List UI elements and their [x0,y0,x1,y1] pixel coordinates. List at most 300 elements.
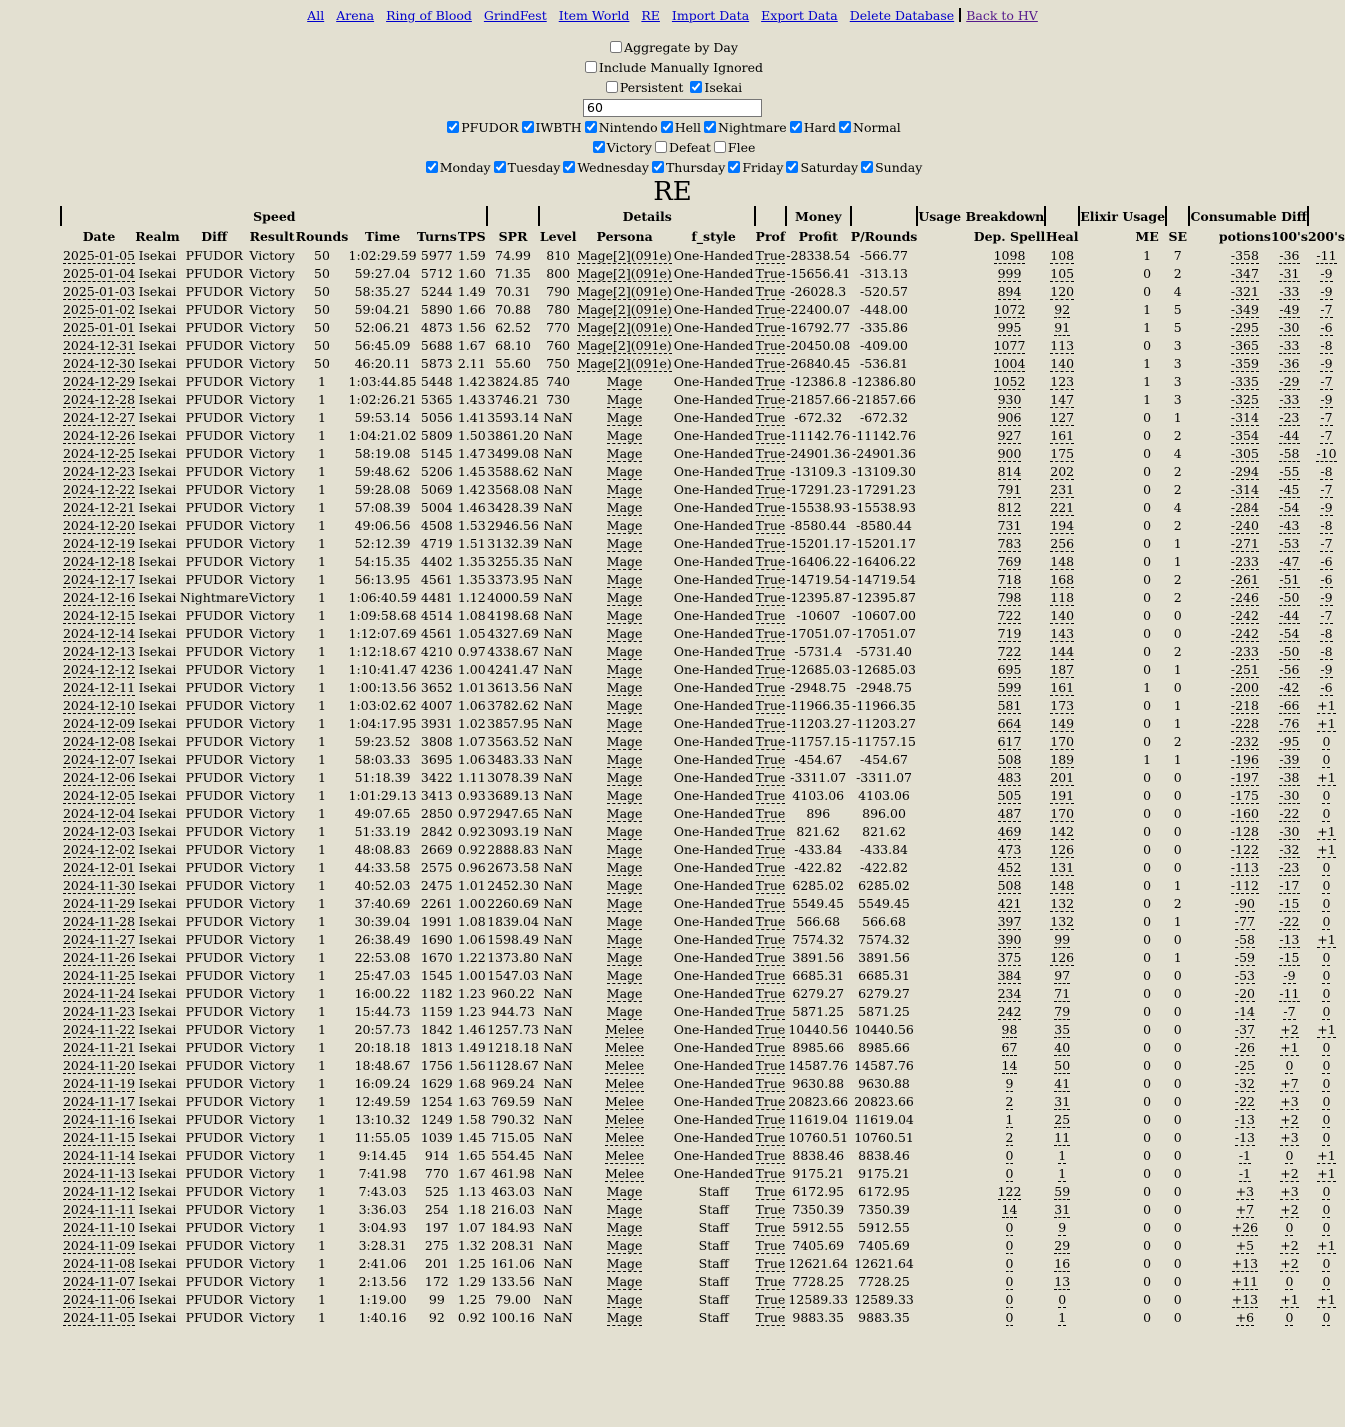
cell-100-s-tooltip-value[interactable]: -50 [1279,643,1300,659]
cell-date-tooltip-value[interactable]: 2024-12-06 [62,769,136,785]
cell-prof-tooltip-value[interactable]: True [755,1183,786,1199]
cell-dep-spell-tooltip-value[interactable]: 731 [997,517,1022,533]
cell-potions-tooltip-value[interactable]: -349 [1230,301,1259,317]
column-header-rounds[interactable]: Rounds [295,228,349,244]
cell-100-s-tooltip-value[interactable]: -43 [1279,517,1300,533]
weekday-friday-checkbox[interactable] [728,161,740,173]
cell-persona-tooltip-value[interactable]: Mage [606,1003,643,1019]
cell-date-tooltip-value[interactable]: 2024-11-25 [62,967,136,983]
import-data-link[interactable]: Import Data [671,8,750,23]
cell-date-tooltip-value[interactable]: 2024-11-15 [62,1129,136,1145]
cell-date-tooltip-value[interactable]: 2024-11-30 [62,877,136,893]
cell-date-tooltip-value[interactable]: 2024-12-05 [62,787,136,803]
cell-100-s-tooltip-value[interactable]: -50 [1279,589,1300,605]
cell-date-tooltip-value[interactable]: 2024-12-31 [62,337,136,353]
cell-heal-tooltip-value[interactable]: 189 [1050,751,1075,767]
cell-prof-tooltip-value[interactable]: True [755,1039,786,1055]
cell-potions-tooltip-value[interactable]: -37 [1234,1021,1255,1037]
cell-prof-tooltip-value[interactable]: True [755,1165,786,1181]
cell-200-s-tooltip-value[interactable]: +1 [1317,823,1336,839]
column-header-prof[interactable]: Prof [755,228,786,244]
cell-100-s-tooltip-value[interactable]: -44 [1279,427,1300,443]
cell-date-tooltip-value[interactable]: 2024-12-10 [62,697,136,713]
cell-heal-tooltip-value[interactable]: 147 [1050,391,1075,407]
cell-100-s-tooltip-value[interactable]: 0 [1285,1057,1294,1073]
cell-heal-tooltip-value[interactable]: 194 [1050,517,1075,533]
cell-date-tooltip-value[interactable]: 2025-01-02 [62,301,136,317]
cell-100-s-tooltip-value[interactable]: -11 [1279,985,1300,1001]
cell-date-tooltip-value[interactable]: 2024-11-19 [62,1075,136,1091]
cell-date-tooltip-value[interactable]: 2025-01-04 [62,265,136,281]
cell-100-s-tooltip-value[interactable]: +2 [1280,1237,1299,1253]
cell-persona-tooltip-value[interactable]: Mage [606,1309,643,1325]
cell-date-tooltip-value[interactable]: 2024-11-17 [62,1093,136,1109]
cell-heal-tooltip-value[interactable]: 127 [1050,409,1075,425]
cell-prof-tooltip-value[interactable]: True [755,913,786,929]
cell-200-s-tooltip-value[interactable]: -9 [1320,589,1333,605]
cell-100-s-tooltip-value[interactable]: +2 [1280,1165,1299,1181]
cell-100-s-tooltip-value[interactable]: -44 [1279,607,1300,623]
cell-persona-tooltip-value[interactable]: Mage[2](091e) [577,319,672,335]
cell-persona-tooltip-value[interactable]: Mage [606,949,643,965]
cell-heal-tooltip-value[interactable]: 41 [1054,1075,1071,1091]
cell-100-s-tooltip-value[interactable]: -76 [1279,715,1300,731]
cell-date-tooltip-value[interactable]: 2024-12-16 [62,589,136,605]
cell-persona-tooltip-value[interactable]: Mage [606,895,643,911]
cell-date-tooltip-value[interactable]: 2024-12-28 [62,391,136,407]
cell-dep-spell-tooltip-value[interactable]: 930 [997,391,1022,407]
cell-persona-tooltip-value[interactable]: Mage[2](091e) [577,247,672,263]
cell-potions-tooltip-value[interactable]: -20 [1234,985,1255,1001]
cell-prof-tooltip-value[interactable]: True [755,607,786,623]
nav-link-item-world[interactable]: Item World [558,8,630,23]
cell-date-tooltip-value[interactable]: 2024-12-22 [62,481,136,497]
cell-prof-tooltip-value[interactable]: True [755,643,786,659]
cell-prof-tooltip-value[interactable]: True [755,751,786,767]
cell-100-s-tooltip-value[interactable]: -95 [1279,733,1300,749]
cell-heal-tooltip-value[interactable]: 201 [1050,769,1075,785]
cell-heal-tooltip-value[interactable]: 161 [1050,427,1075,443]
cell-prof-tooltip-value[interactable]: True [755,247,786,263]
cell-persona-tooltip-value[interactable]: Mage [606,625,643,641]
cell-prof-tooltip-value[interactable]: True [755,373,786,389]
cell-prof-tooltip-value[interactable]: True [755,427,786,443]
cell-potions-tooltip-value[interactable]: -13 [1234,1111,1255,1127]
cell-dep-spell-tooltip-value[interactable]: 14 [1001,1201,1018,1217]
cell-persona-tooltip-value[interactable]: Mage[2](091e) [577,265,672,281]
cell-date-tooltip-value[interactable]: 2024-12-15 [62,607,136,623]
column-header-tps[interactable]: TPS [457,228,486,244]
cell-dep-spell-tooltip-value[interactable]: 1052 [993,373,1026,389]
cell-prof-tooltip-value[interactable]: True [755,787,786,803]
cell-date-tooltip-value[interactable]: 2025-01-05 [62,247,136,263]
cell-dep-spell-tooltip-value[interactable]: 384 [997,967,1022,983]
column-header-result[interactable]: Result [249,228,295,244]
cell-potions-tooltip-value[interactable]: -26 [1234,1039,1255,1055]
cell-potions-tooltip-value[interactable]: -354 [1230,427,1259,443]
cell-100-s-tooltip-value[interactable]: -36 [1279,355,1300,371]
column-header-persona[interactable]: Persona [596,228,653,244]
cell-potions-tooltip-value[interactable]: -22 [1234,1093,1255,1109]
cell-heal-tooltip-value[interactable]: 173 [1050,697,1075,713]
cell-200-s-tooltip-value[interactable]: -9 [1320,391,1333,407]
cell-heal-tooltip-value[interactable]: 126 [1050,841,1075,857]
cell-200-s-tooltip-value[interactable]: +1 [1317,1291,1336,1307]
cell-date-tooltip-value[interactable]: 2024-12-18 [62,553,136,569]
cell-100-s-tooltip-value[interactable]: -33 [1279,391,1300,407]
cell-100-s-tooltip-value[interactable]: +3 [1280,1129,1299,1145]
cell-date-tooltip-value[interactable]: 2024-12-07 [62,751,136,767]
cell-prof-tooltip-value[interactable]: True [755,499,786,515]
cell-date-tooltip-value[interactable]: 2024-12-12 [62,661,136,677]
cell-heal-tooltip-value[interactable]: 97 [1054,967,1071,983]
export-data-link[interactable]: Export Data [761,8,838,23]
cell-200-s-tooltip-value[interactable]: +1 [1317,1165,1336,1181]
cell-potions-tooltip-value[interactable]: +11 [1231,1273,1259,1289]
cell-prof-tooltip-value[interactable]: True [755,1147,786,1163]
cell-prof-tooltip-value[interactable]: True [755,805,786,821]
cell-heal-tooltip-value[interactable]: 92 [1054,301,1071,317]
cell-200-s-tooltip-value[interactable]: 0 [1322,1003,1331,1019]
cell-date-tooltip-value[interactable]: 2024-12-08 [62,733,136,749]
cell-100-s-tooltip-value[interactable]: -54 [1279,625,1300,641]
cell-dep-spell-tooltip-value[interactable]: 98 [1001,1021,1018,1037]
cell-date-tooltip-value[interactable]: 2024-11-23 [62,1003,136,1019]
cell-200-s-tooltip-value[interactable]: +1 [1317,1237,1336,1253]
cell-prof-tooltip-value[interactable]: True [755,877,786,893]
cell-prof-tooltip-value[interactable]: True [755,1273,786,1289]
cell-prof-tooltip-value[interactable]: True [755,679,786,695]
cell-dep-spell-tooltip-value[interactable]: 0 [1005,1255,1014,1271]
cell-persona-tooltip-value[interactable]: Mage[2](091e) [577,301,672,317]
cell-potions-tooltip-value[interactable]: -305 [1230,445,1259,461]
cell-100-s-tooltip-value[interactable]: -51 [1279,571,1300,587]
cell-potions-tooltip-value[interactable]: -335 [1230,373,1259,389]
cell-persona-tooltip-value[interactable]: Mage [606,499,643,515]
cell-persona-tooltip-value[interactable]: Mage [606,769,643,785]
cell-date-tooltip-value[interactable]: 2024-11-22 [62,1021,136,1037]
cell-heal-tooltip-value[interactable]: 16 [1054,1255,1071,1271]
cell-200-s-tooltip-value[interactable]: 0 [1322,913,1331,929]
cell-200-s-tooltip-value[interactable]: -6 [1320,679,1333,695]
cell-persona-tooltip-value[interactable]: Melee [605,1147,645,1163]
cell-date-tooltip-value[interactable]: 2024-11-11 [62,1201,136,1217]
cell-prof-tooltip-value[interactable]: True [755,1237,786,1253]
cell-dep-spell-tooltip-value[interactable]: 1072 [993,301,1026,317]
cell-potions-tooltip-value[interactable]: -196 [1230,751,1259,767]
cell-persona-tooltip-value[interactable]: Mage [606,1219,643,1235]
cell-200-s-tooltip-value[interactable]: 0 [1322,1075,1331,1091]
cell-potions-tooltip-value[interactable]: +13 [1231,1255,1259,1271]
cell-200-s-tooltip-value[interactable]: 0 [1322,733,1331,749]
cell-100-s-tooltip-value[interactable]: -9 [1283,967,1296,983]
cell-heal-tooltip-value[interactable]: 1 [1058,1147,1067,1163]
cell-prof-tooltip-value[interactable]: True [755,985,786,1001]
cell-date-tooltip-value[interactable]: 2024-11-14 [62,1147,136,1163]
result-flee-checkbox[interactable] [714,141,726,153]
cell-200-s-tooltip-value[interactable]: 0 [1322,1273,1331,1289]
cell-persona-tooltip-value[interactable]: Melee [605,1129,645,1145]
cell-prof-tooltip-value[interactable]: True [755,841,786,857]
cell-dep-spell-tooltip-value[interactable]: 599 [997,679,1022,695]
cell-potions-tooltip-value[interactable]: -358 [1230,247,1259,263]
cell-200-s-tooltip-value[interactable]: 0 [1322,985,1331,1001]
nav-link-ring-of-blood[interactable]: Ring of Blood [386,8,472,23]
cell-prof-tooltip-value[interactable]: True [755,931,786,947]
cell-200-s-tooltip-value[interactable]: 0 [1322,967,1331,983]
cell-heal-tooltip-value[interactable]: 126 [1050,949,1075,965]
weekday-wednesday-checkbox[interactable] [563,161,575,173]
cell-dep-spell-tooltip-value[interactable]: 1 [1005,1111,1014,1127]
cell-potions-tooltip-value[interactable]: +5 [1235,1237,1255,1253]
difficulty-hard-checkbox[interactable] [790,121,802,133]
cell-200-s-tooltip-value[interactable]: -7 [1320,373,1333,389]
cell-persona-tooltip-value[interactable]: Mage [606,607,643,623]
cell-100-s-tooltip-value[interactable]: -38 [1279,769,1300,785]
cell-dep-spell-tooltip-value[interactable]: 508 [997,751,1022,767]
column-header-potions[interactable]: potions [1218,228,1271,244]
cell-persona-tooltip-value[interactable]: Mage [606,715,643,731]
cell-prof-tooltip-value[interactable]: True [755,535,786,551]
cell-prof-tooltip-value[interactable]: True [755,733,786,749]
cell-dep-spell-tooltip-value[interactable]: 812 [997,499,1022,515]
cell-persona-tooltip-value[interactable]: Mage [606,409,643,425]
cell-prof-tooltip-value[interactable]: True [755,1219,786,1235]
cell-100-s-tooltip-value[interactable]: -36 [1279,247,1300,263]
cell-date-tooltip-value[interactable]: 2024-12-13 [62,643,136,659]
cell-date-tooltip-value[interactable]: 2024-11-10 [62,1219,136,1235]
cell-heal-tooltip-value[interactable]: 143 [1050,625,1075,641]
cell-potions-tooltip-value[interactable]: -271 [1230,535,1259,551]
weekday-monday-checkbox[interactable] [426,161,438,173]
cell-dep-spell-tooltip-value[interactable]: 814 [997,463,1022,479]
cell-100-s-tooltip-value[interactable]: -53 [1279,535,1300,551]
cell-heal-tooltip-value[interactable]: 31 [1054,1201,1071,1217]
cell-200-s-tooltip-value[interactable]: 0 [1322,1093,1331,1109]
cell-100-s-tooltip-value[interactable]: -30 [1279,787,1300,803]
persistent-checkbox[interactable] [606,81,618,93]
cell-dep-spell-tooltip-value[interactable]: 0 [1005,1147,1014,1163]
cell-prof-tooltip-value[interactable]: True [755,1093,786,1109]
cell-dep-spell-tooltip-value[interactable]: 798 [997,589,1022,605]
cell-persona-tooltip-value[interactable]: Melee [605,1057,645,1073]
cell-potions-tooltip-value[interactable]: +3 [1235,1183,1255,1199]
cell-potions-tooltip-value[interactable]: -77 [1234,913,1255,929]
cell-dep-spell-tooltip-value[interactable]: 2 [1005,1129,1014,1145]
cell-heal-tooltip-value[interactable]: 148 [1050,553,1075,569]
cell-prof-tooltip-value[interactable]: True [755,553,786,569]
cell-heal-tooltip-value[interactable]: 11 [1054,1129,1071,1145]
cell-prof-tooltip-value[interactable]: True [755,1309,786,1325]
cell-date-tooltip-value[interactable]: 2024-12-04 [62,805,136,821]
cell-100-s-tooltip-value[interactable]: -23 [1279,409,1300,425]
cell-prof-tooltip-value[interactable]: True [755,481,786,497]
cell-heal-tooltip-value[interactable]: 202 [1050,463,1075,479]
cell-200-s-tooltip-value[interactable]: 0 [1322,1201,1331,1217]
cell-prof-tooltip-value[interactable]: True [755,769,786,785]
cell-dep-spell-tooltip-value[interactable]: 2 [1005,1093,1014,1109]
cell-persona-tooltip-value[interactable]: Mage[2](091e) [577,337,672,353]
cell-heal-tooltip-value[interactable]: 113 [1050,337,1075,353]
cell-100-s-tooltip-value[interactable]: -15 [1279,895,1300,911]
difficulty-pfudor-checkbox[interactable] [447,121,459,133]
cell-heal-tooltip-value[interactable]: 59 [1054,1183,1071,1199]
cell-prof-tooltip-value[interactable]: True [755,859,786,875]
cell-potions-tooltip-value[interactable]: +13 [1231,1291,1259,1307]
cell-heal-tooltip-value[interactable]: 13 [1054,1273,1071,1289]
cell-date-tooltip-value[interactable]: 2024-11-09 [62,1237,136,1253]
cell-dep-spell-tooltip-value[interactable]: 1077 [993,337,1026,353]
cell-potions-tooltip-value[interactable]: -251 [1230,661,1259,677]
cell-date-tooltip-value[interactable]: 2024-12-11 [62,679,136,695]
cell-heal-tooltip-value[interactable]: 40 [1054,1039,1071,1055]
cell-potions-tooltip-value[interactable]: -295 [1230,319,1259,335]
cell-200-s-tooltip-value[interactable]: +1 [1317,841,1336,857]
cell-persona-tooltip-value[interactable]: Mage [606,571,643,587]
cell-persona-tooltip-value[interactable]: Mage [606,913,643,929]
cell-potions-tooltip-value[interactable]: +26 [1231,1219,1259,1235]
cell-100-s-tooltip-value[interactable]: -42 [1279,679,1300,695]
cell-dep-spell-tooltip-value[interactable]: 894 [997,283,1022,299]
cell-potions-tooltip-value[interactable]: -59 [1234,949,1255,965]
cell-date-tooltip-value[interactable]: 2024-11-12 [62,1183,136,1199]
cell-heal-tooltip-value[interactable]: 29 [1054,1237,1071,1253]
cell-100-s-tooltip-value[interactable]: -7 [1283,1003,1296,1019]
cell-potions-tooltip-value[interactable]: -112 [1230,877,1259,893]
cell-date-tooltip-value[interactable]: 2024-11-26 [62,949,136,965]
column-header-realm[interactable]: Realm [135,228,180,244]
cell-200-s-tooltip-value[interactable]: 0 [1322,805,1331,821]
cell-potions-tooltip-value[interactable]: -246 [1230,589,1259,605]
cell-dep-spell-tooltip-value[interactable]: 9 [1005,1075,1014,1091]
cell-dep-spell-tooltip-value[interactable]: 487 [997,805,1022,821]
cell-date-tooltip-value[interactable]: 2024-11-21 [62,1039,136,1055]
cell-100-s-tooltip-value[interactable]: +1 [1280,1039,1299,1055]
cell-200-s-tooltip-value[interactable]: 0 [1322,1129,1331,1145]
cell-200-s-tooltip-value[interactable]: -9 [1320,355,1333,371]
cell-date-tooltip-value[interactable]: 2025-01-01 [62,319,136,335]
cell-200-s-tooltip-value[interactable]: 0 [1322,949,1331,965]
cell-prof-tooltip-value[interactable]: True [755,571,786,587]
cell-potions-tooltip-value[interactable]: -90 [1234,895,1255,911]
cell-date-tooltip-value[interactable]: 2024-12-20 [62,517,136,533]
cell-heal-tooltip-value[interactable]: 187 [1050,661,1075,677]
cell-dep-spell-tooltip-value[interactable]: 1098 [993,247,1026,263]
cell-100-s-tooltip-value[interactable]: +7 [1280,1075,1299,1091]
weekday-thursday-checkbox[interactable] [652,161,664,173]
cell-dep-spell-tooltip-value[interactable]: 67 [1001,1039,1018,1055]
cell-persona-tooltip-value[interactable]: Melee [605,1039,645,1055]
cell-200-s-tooltip-value[interactable]: -7 [1320,301,1333,317]
nav-link-grindfest[interactable]: GrindFest [483,8,547,23]
cell-200-s-tooltip-value[interactable]: 0 [1322,1039,1331,1055]
cell-200-s-tooltip-value[interactable]: 0 [1322,877,1331,893]
cell-200-s-tooltip-value[interactable]: -9 [1320,265,1333,281]
cell-200-s-tooltip-value[interactable]: -6 [1320,319,1333,335]
cell-prof-tooltip-value[interactable]: True [755,1291,786,1307]
cell-persona-tooltip-value[interactable]: Mage [606,679,643,695]
cell-potions-tooltip-value[interactable]: -200 [1230,679,1259,695]
cell-heal-tooltip-value[interactable]: 99 [1054,931,1071,947]
cell-prof-tooltip-value[interactable]: True [755,1021,786,1037]
cell-heal-tooltip-value[interactable]: 144 [1050,643,1075,659]
cell-prof-tooltip-value[interactable]: True [755,1057,786,1073]
cell-dep-spell-tooltip-value[interactable]: 397 [997,913,1022,929]
cell-prof-tooltip-value[interactable]: True [755,337,786,353]
cell-potions-tooltip-value[interactable]: -58 [1234,931,1255,947]
cell-date-tooltip-value[interactable]: 2024-12-19 [62,535,136,551]
cell-potions-tooltip-value[interactable]: +7 [1235,1201,1255,1217]
cell-dep-spell-tooltip-value[interactable]: 122 [997,1183,1022,1199]
cell-heal-tooltip-value[interactable]: 123 [1050,373,1075,389]
cell-persona-tooltip-value[interactable]: Melee [605,1093,645,1109]
cell-date-tooltip-value[interactable]: 2024-11-07 [62,1273,136,1289]
cell-100-s-tooltip-value[interactable]: -22 [1279,805,1300,821]
cell-100-s-tooltip-value[interactable]: -17 [1279,877,1300,893]
cell-potions-tooltip-value[interactable]: -160 [1230,805,1259,821]
cell-date-tooltip-value[interactable]: 2024-12-29 [62,373,136,389]
cell-persona-tooltip-value[interactable]: Mage[2](091e) [577,283,672,299]
weekday-saturday-checkbox[interactable] [786,161,798,173]
cell-date-tooltip-value[interactable]: 2024-11-16 [62,1111,136,1127]
cell-persona-tooltip-value[interactable]: Mage [606,463,643,479]
cell-persona-tooltip-value[interactable]: Mage [606,1237,643,1253]
cell-200-s-tooltip-value[interactable]: +1 [1317,1147,1336,1163]
cell-potions-tooltip-value[interactable]: -14 [1234,1003,1255,1019]
cell-persona-tooltip-value[interactable]: Mage [606,841,643,857]
cell-dep-spell-tooltip-value[interactable]: 234 [997,985,1022,1001]
cell-200-s-tooltip-value[interactable]: -7 [1320,535,1333,551]
cell-200-s-tooltip-value[interactable]: -11 [1316,247,1337,263]
cell-potions-tooltip-value[interactable]: -197 [1230,769,1259,785]
cell-200-s-tooltip-value[interactable]: 0 [1322,751,1331,767]
cell-persona-tooltip-value[interactable]: Mage [606,373,643,389]
cell-dep-spell-tooltip-value[interactable]: 722 [997,643,1022,659]
result-victory-checkbox[interactable] [593,141,605,153]
cell-200-s-tooltip-value[interactable]: 0 [1322,1219,1331,1235]
cell-date-tooltip-value[interactable]: 2024-12-27 [62,409,136,425]
cell-100-s-tooltip-value[interactable]: -55 [1279,463,1300,479]
cell-200-s-tooltip-value[interactable]: +1 [1317,697,1336,713]
cell-prof-tooltip-value[interactable]: True [755,355,786,371]
cell-potions-tooltip-value[interactable]: -13 [1234,1129,1255,1145]
cell-date-tooltip-value[interactable]: 2024-11-08 [62,1255,136,1271]
cell-100-s-tooltip-value[interactable]: -39 [1279,751,1300,767]
cell-200-s-tooltip-value[interactable]: 0 [1322,1111,1331,1127]
cell-dep-spell-tooltip-value[interactable]: 783 [997,535,1022,551]
cell-prof-tooltip-value[interactable]: True [755,1075,786,1091]
cell-100-s-tooltip-value[interactable]: -32 [1279,841,1300,857]
cell-persona-tooltip-value[interactable]: Mage [606,661,643,677]
nav-link-re[interactable]: RE [641,8,660,23]
cell-persona-tooltip-value[interactable]: Mage [606,697,643,713]
cell-heal-tooltip-value[interactable]: 0 [1058,1291,1067,1307]
weekday-tuesday-checkbox[interactable] [494,161,506,173]
cell-prof-tooltip-value[interactable]: True [755,1111,786,1127]
cell-date-tooltip-value[interactable]: 2024-12-02 [62,841,136,857]
column-header-200-s[interactable]: 200's [1307,228,1345,244]
cell-potions-tooltip-value[interactable]: -32 [1234,1075,1255,1091]
cell-prof-tooltip-value[interactable]: True [755,895,786,911]
cell-heal-tooltip-value[interactable]: 168 [1050,571,1075,587]
cell-prof-tooltip-value[interactable]: True [755,319,786,335]
cell-dep-spell-tooltip-value[interactable]: 473 [997,841,1022,857]
cell-date-tooltip-value[interactable]: 2024-11-13 [62,1165,136,1181]
cell-persona-tooltip-value[interactable]: Mage [606,445,643,461]
cell-heal-tooltip-value[interactable]: 105 [1050,265,1075,281]
cell-dep-spell-tooltip-value[interactable]: 242 [997,1003,1022,1019]
cell-persona-tooltip-value[interactable]: Mage [606,1273,643,1289]
